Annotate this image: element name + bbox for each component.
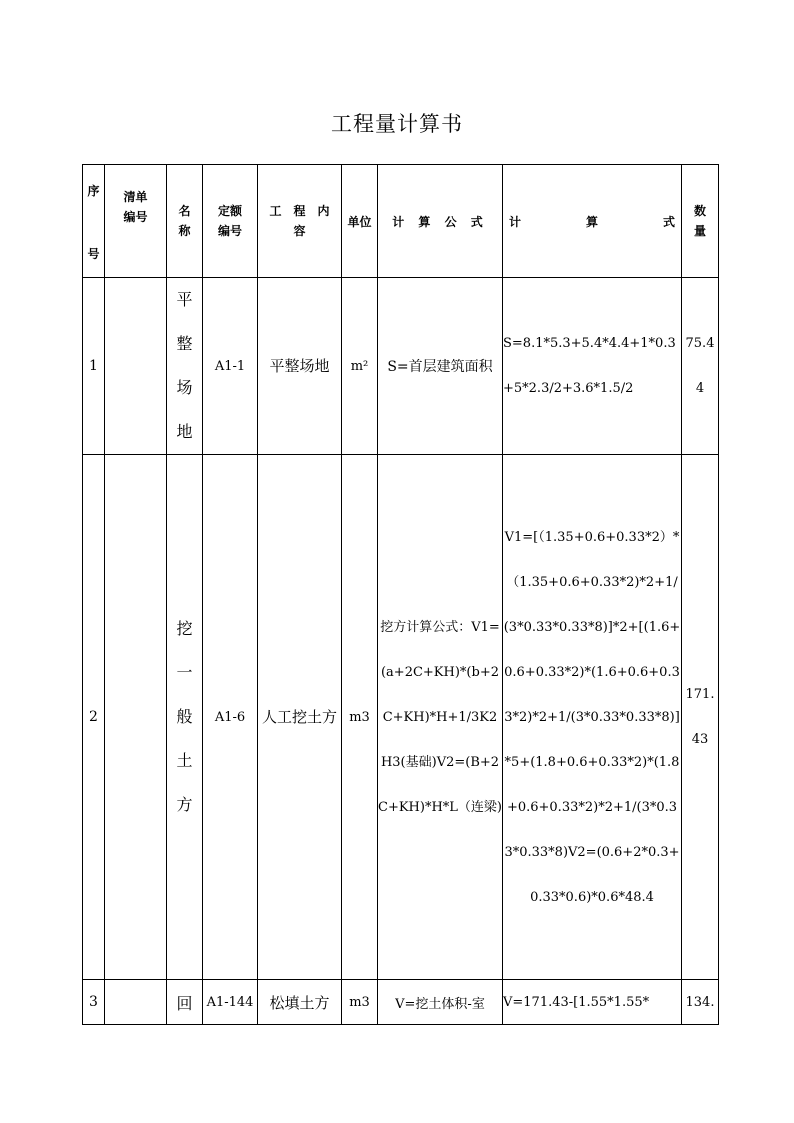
row-formula: S=首层建筑面积 [378,278,503,455]
table-row [83,455,719,980]
header-unit: 单位 [342,165,378,278]
header-row [83,165,719,278]
quantity-calculation-table [82,164,719,1025]
table-row [83,980,719,1025]
row-content: 松填土方 [258,980,342,1025]
header-seq: 序 号 [83,165,105,278]
row-name: 回 [167,980,203,1025]
row-quantity: 75.44 [682,278,719,455]
header-bill-no: 清单 编号 [105,165,167,278]
row-calc-expression: S=8.1*5.3+5.4*4.4+1*0.3+5*2.3/2+3.6*1.5/2 [503,278,682,455]
row-formula: 挖方计算公式：V1=(a+2C+KH)*(b+2C+KH)*H+1/3K2H3(基础)V2=(B+2C+KH)*H*L（连梁) [378,455,503,980]
row-calc-expression: V=171.43-[1.55*1.55* [503,980,682,1025]
header-name: 名 称 [167,165,203,278]
row-unit: m3 [342,455,378,980]
document-title: 工程量计算书 [331,112,463,136]
row-content: 人工挖土方 [258,455,342,980]
header-quantity: 数 量 [682,165,719,278]
header-quota-no: 定额 编号 [203,165,258,278]
row-bill-no [105,455,167,980]
header-work-content: 工 程 内 容 [258,165,342,278]
row-formula: V=挖土体积-室 [378,980,503,1025]
row-quantity: 134. [682,980,719,1025]
row-seq: 1 [83,278,105,455]
row-calc-expression: V1=[（1.35+0.6+0.33*2）*（1.35+0.6+0.33*2)*2+1/(3*0.33*0.33*8)]*2+[(1.6+0.6+0.33*2)*(1.6+0.6+0.33*2)*2+1/(3*0.33*0.33*8)]*5+(1.8+0.6+0.33*2)*(1.8+0.6+0.33*2)*2+1/(3*0.33*0.33*8)V2=(0.6+2*0.3+0.33*0.6)*0.6*48.4 [503,455,682,980]
row-content: 平整场地 [258,278,342,455]
row-quota-no: A1-6 [203,455,258,980]
row-quantity: 171.43 [682,455,719,980]
row-seq: 2 [83,455,105,980]
row-quota-no: A1-1 [203,278,258,455]
row-quota-no: A1-144 [203,980,258,1025]
row-bill-no [105,980,167,1025]
row-name: 挖 一 般 土 方 [167,455,203,980]
row-name: 平 整 场 地 [167,278,203,455]
row-bill-no [105,278,167,455]
row-seq: 3 [83,980,105,1025]
row-unit: m² [342,278,378,455]
header-formula: 计 算 公 式 [378,165,503,278]
header-calc-expression: 计 算 式 [503,165,682,278]
table-row [83,278,719,455]
row-unit: m3 [342,980,378,1025]
